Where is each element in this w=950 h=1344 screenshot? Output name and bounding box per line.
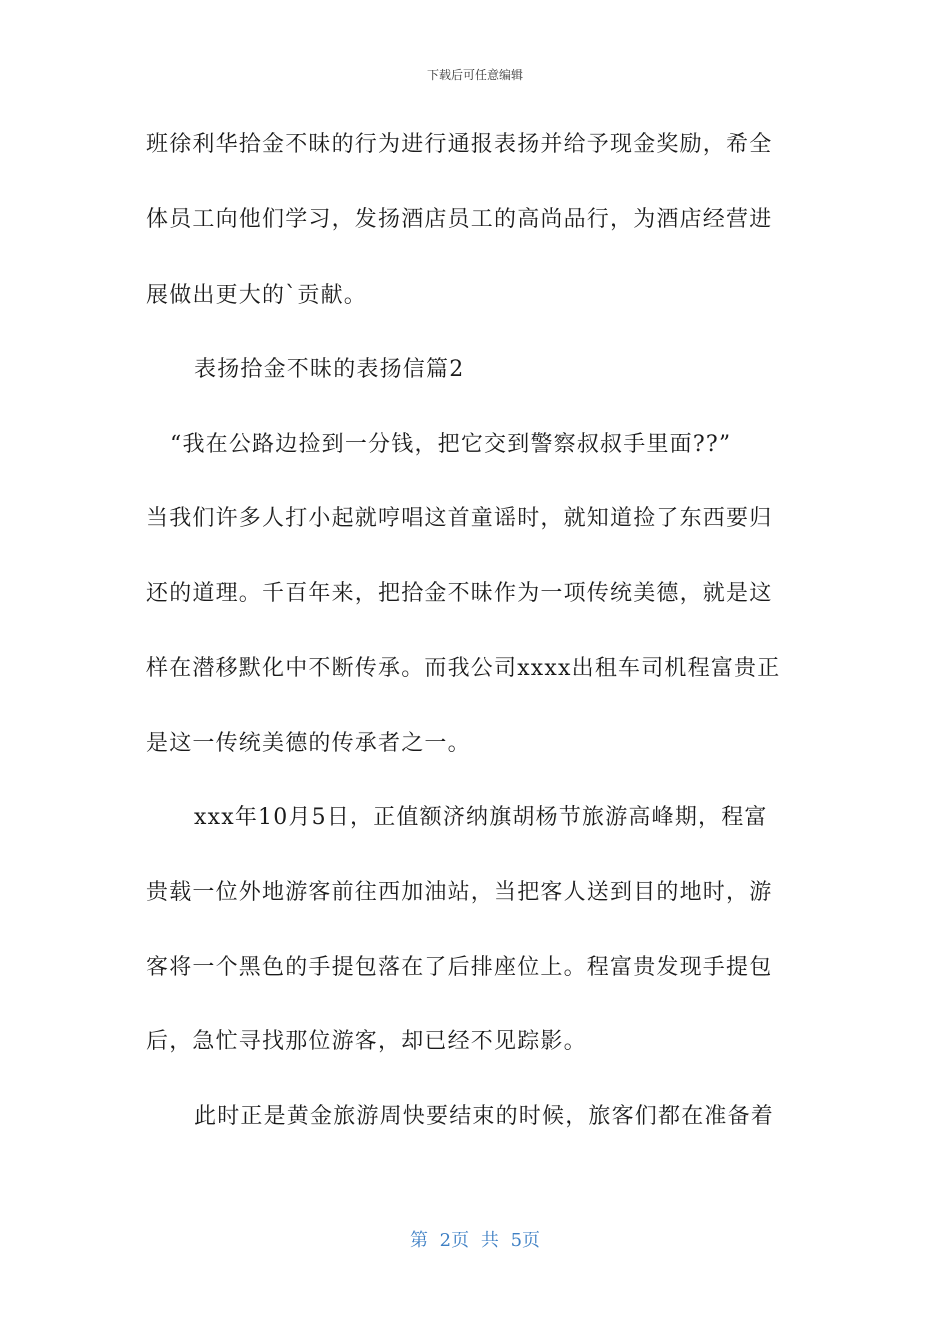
body-line: 此时正是黄金旅游周快要结束的时候，旅客们都在准备着 bbox=[194, 1104, 775, 1129]
body-line: 班徐利华拾金不昧的行为进行通报表扬并给予现金奖励，希全 bbox=[146, 132, 773, 157]
body-line: xxx年10月5日，正值额济纳旗胡杨节旅游高峰期，程富 bbox=[194, 805, 768, 830]
body-line: 体员工向他们学习，发扬酒店员工的高尚品行，为酒店经营进 bbox=[146, 207, 773, 232]
body-line: 当我们许多人打小起就哼唱这首童谣时，就知道捡了东西要归 bbox=[146, 506, 773, 531]
page-number-footer: 第 2页 共 5页 bbox=[409, 1230, 541, 1251]
header-note: 下载后可任意编辑 bbox=[426, 68, 523, 82]
body-line: 是这一传统美德的传承者之一。 bbox=[146, 731, 471, 756]
body-line: 客将一个黑色的手提包落在了后排座位上。程富贵发现手提包 bbox=[146, 955, 773, 980]
quote-line: “我在公路边捡到一分钱，把它交到警察叔叔手里面??” bbox=[170, 432, 732, 457]
body-line: 后，急忙寻找那位游客，却已经不见踪影。 bbox=[146, 1029, 587, 1054]
body-line: 贵载一位外地游客前往西加油站，当把客人送到目的地时，游 bbox=[146, 880, 773, 905]
section-heading: 表扬拾金不昧的表扬信篇2 bbox=[194, 357, 465, 382]
body-line: 还的道理。千百年来，把拾金不昧作为一项传统美德，就是这 bbox=[146, 581, 773, 606]
body-line: 展做出更大的`贡献。 bbox=[146, 283, 368, 308]
body-line: 样在潜移默化中不断传承。而我公司xxxx出租车司机程富贵正 bbox=[146, 656, 781, 681]
